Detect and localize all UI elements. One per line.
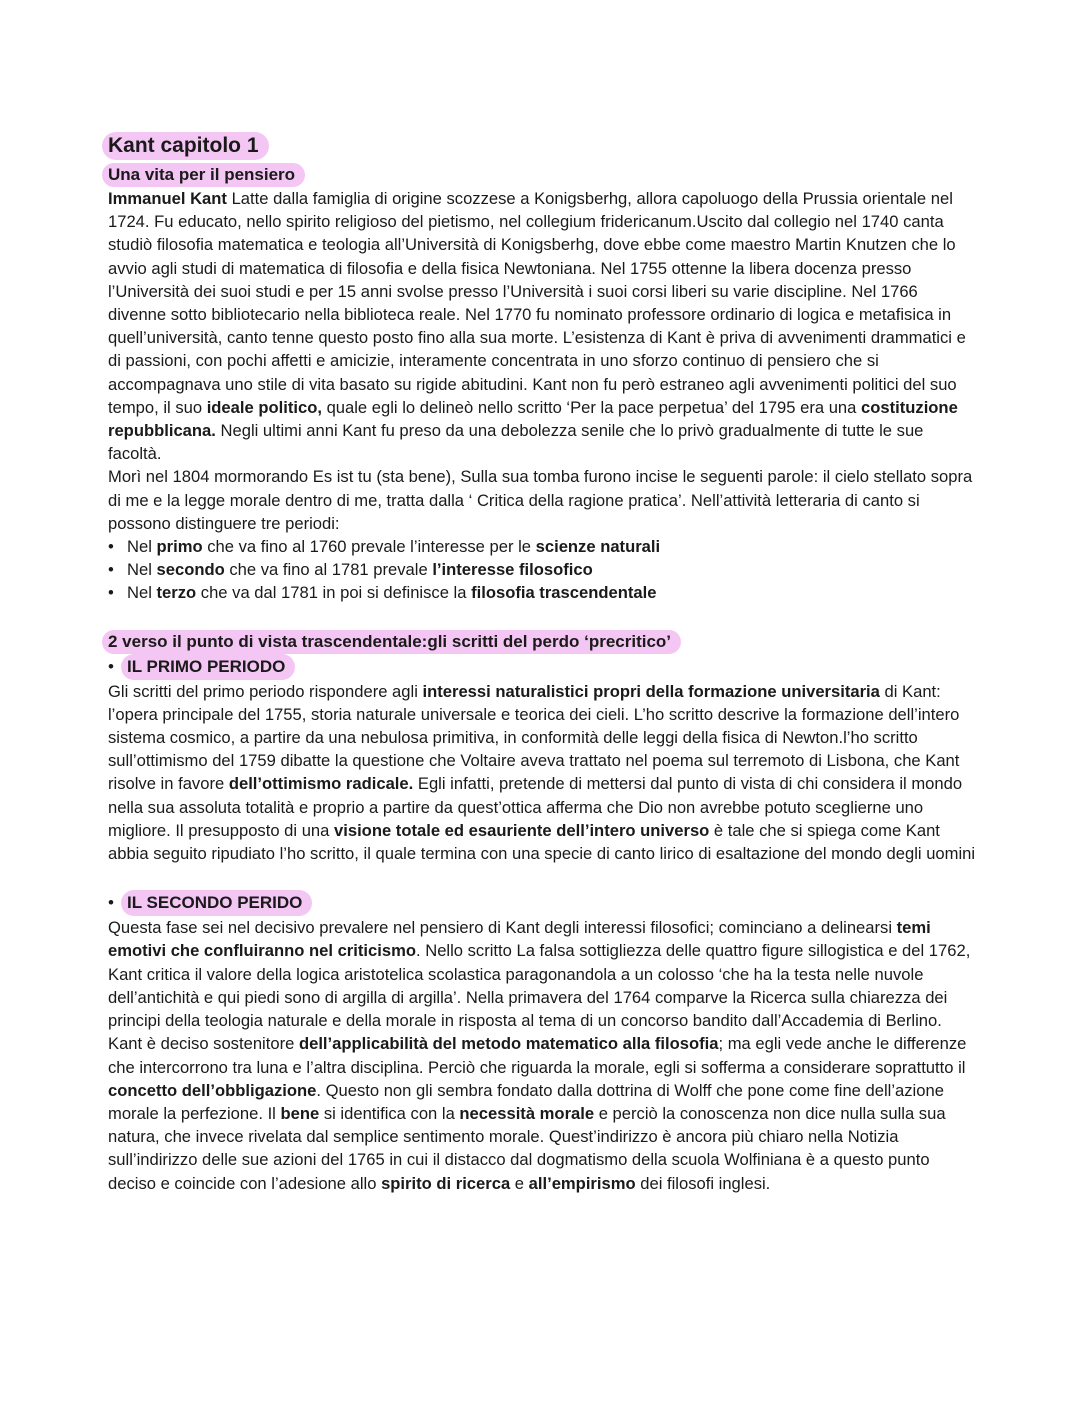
bold-text: necessità morale [459,1103,595,1123]
paragraph-biography [108,187,978,465]
period2-heading: IL SECONDO PERIDO [121,890,312,916]
bullet-glyph: • [108,656,114,676]
bold-text: terzo [156,583,197,603]
text-run: Kant è deciso sostenitore [108,1034,299,1054]
paragraph-second-period-a [108,916,978,1032]
text-run: che va dal 1781 in poi si definisce la [196,583,472,603]
bold-text: secondo [156,560,225,580]
text-run: e [510,1173,529,1193]
text-run: Nel [127,560,157,580]
bold-text: all’empirismo [528,1173,636,1193]
bold-text: l’interesse filosofico [432,560,593,580]
bold-text: bene [280,1103,320,1123]
bold-text: primo [156,537,203,557]
section-subtitle: Una vita per il pensiero [102,163,305,187]
period1-heading-row [108,654,978,680]
bold-text: Immanuel Kant [108,189,227,208]
title-row [108,132,978,160]
list-item [108,581,978,604]
text-run: Gli scritti del primo periodo rispondere agli [108,681,423,701]
period2-heading-row [108,890,978,916]
bold-text: concetto dell’obbligazione [108,1080,317,1100]
text-run: Questa fase sei nel decisivo prevalere nel pensiero di Kant degli interessi filosofici; cominciano a delinearsi [108,918,897,938]
bold-text: dell’applicabilità del metodo matematico alla filosofia [298,1034,719,1054]
paragraph-second-period-b [108,1032,978,1194]
text-run: che va fino al 1781 prevale [224,560,433,580]
page-title: Kant capitolo 1 [102,132,269,160]
bold-text: dell’ottimismo radicale. [228,774,414,794]
document-page [108,132,978,1195]
section2-heading-row [108,630,978,654]
bold-text: filosofia trascendentale [471,583,657,603]
text-run: è tale che si spiega come Kant abbia seguito ripudiato l’ho scritto, il quale termina con una specie di canto lirico di esaltazione del mondo degli uomini [108,820,976,864]
text-run: si identifica con la [319,1103,460,1123]
text-run: di Kant: l’opera principale del 1755, storia naturale universale e teorica dei cieli. L’ho scritto descrive la formazione dell’intero sistema cosmico, a partire da una nebulosa primitiva, in conformità delle leggi della fisica di Newton.l’ho scritto sull’ottimismo del 1759 dibatte la questione che Voltaire aveva trattato nel poema sul terremoto di Lisbona, che Kant risolve in favore [108,681,960,794]
paragraph-first-period [108,680,978,866]
spacer [108,865,978,890]
bullet-glyph: • [108,893,114,913]
text-run: Nel [127,537,157,557]
list-item [108,535,978,558]
section2-heading: 2 verso il punto di vista trascendentale:gli scritti del perdo ‘precritico’ [102,630,681,654]
text-run: quale egli lo delineò nello scritto ‘Per la pace perpetua’ del 1795 era una [321,397,861,417]
bold-text: visione totale ed esauriente dell’intero universo [334,820,710,840]
text-run: Negli ultimi anni Kant fu preso da una debolezza senile che lo privò gradualmente di tutte le sue facoltà. [108,421,924,464]
text-run: Morì nel 1804 mormorando Es ist tu (sta bene), Sulla sua tomba furono incise le seguenti parole: il cielo stellato sopra di me e la legge morale dentro di me, tratta dalla ‘ Critica della ragione pratica’. Nell’attività letteraria di canto si possono distinguere tre periodi: [108,467,973,533]
subtitle-row [108,160,978,187]
text-run: Nel [127,583,157,603]
periods-list [108,535,978,605]
bold-text: ideale politico, [206,397,322,417]
text-run: Egli infatti, pretende di mettersi dal punto di vista di chi considera il mondo nella sua assoluta totalità e proprio a partire da quest’ottica afferma che Dio non avrebbe potuto sceglierne uno migliore. Il presupposto di una [108,774,963,840]
period1-heading: IL PRIMO PERIODO [121,654,295,680]
paragraph-death-and-periods [108,465,978,535]
text-run: Latte dalla famiglia di origine scozzese a Konigsberhg, allora capoluogo della Prussia orientale nel 1724. Fu educato, nello spirito religioso del pietismo, nel collegium fridericanum.Uscito dal collegio nel 1740 canta studiò filosofia matematica e teologia all’Università di Konigsberhg, dove ebbe come maestro Martin Knutzen che lo avvio agli studi di matematica di filosofia e della fisica Newtoniana. Nel 1755 ottenne la libera docenza presso l’Università dei suoi studi e per 15 anni svolse presso l’Università i suoi corsi liberi su varie discipline. Nel 1766 divenne sotto bibliotecario nella biblioteca reale. Nel 1770 fu nominato professore ordinario di logica e metafisica in quell’università, canto tenne questo posto fino alla sua morte. L’esistenza di Kant è priva di avvenimenti drammatici e di passioni, con pochi affetti e amicizie, interamente concentrata in uno sforzo continuo di pensiero che si accompagnava uno stile di vita basato su rigide abitudini. Kant non fu però estraneo agli avvenimenti politici del suo tempo, il suo [108,189,966,417]
text-run: che va fino al 1760 prevale l’interesse per le [202,537,536,557]
text-run: . Questo non gli sembra fondato dalla dottrina di Wolff che pone come fine dell’azione morale la perfezione. Il [108,1080,944,1123]
bold-text: scienze naturali [535,537,661,557]
text-run: ; ma egli vede anche le differenze che intercorrono tra luna e l’altra disciplina. Perciò che riguarda la morale, egli si sofferma a considerare soprattutto il [108,1034,967,1077]
bold-text: costituzione repubblicana. [108,397,958,441]
text-run: . Nello scritto La falsa sottigliezza delle quattro figure sillogistica e del 1762, Kant critica il valore della logica aristotelica scolastica paragonandola a un colosso ‘che ha la testa nelle nuvole dell’antichità e qui piedi sono di argilla di argilla’. Nella primavera del 1764 comparve la Ricerca sulla chiarezza dei principi della teologia naturale e della morale in risposta al tema di un concorso bandito dall’Accademia di Berlino. [108,941,971,1031]
list-item [108,558,978,581]
text-run: e perciò la conoscenza non dice nulla sulla sua natura, che invece rivelata dal semplice sentimento morale. Quest’indirizzo è ancora più chiaro nella Notizia sull’indirizzo delle sue azioni del 1765 in cui il distacco dal dogmatismo della scuola Wolfiniana è a questo punto deciso e coincide con l’adesione allo [108,1103,946,1193]
bold-text: spirito di ricerca [381,1173,511,1193]
bold-text: interessi naturalistici propri della formazione universitaria [422,681,880,701]
bold-text: temi emotivi che confluiranno nel criticismo [108,918,931,961]
text-run: dei filosofi inglesi. [635,1173,771,1193]
